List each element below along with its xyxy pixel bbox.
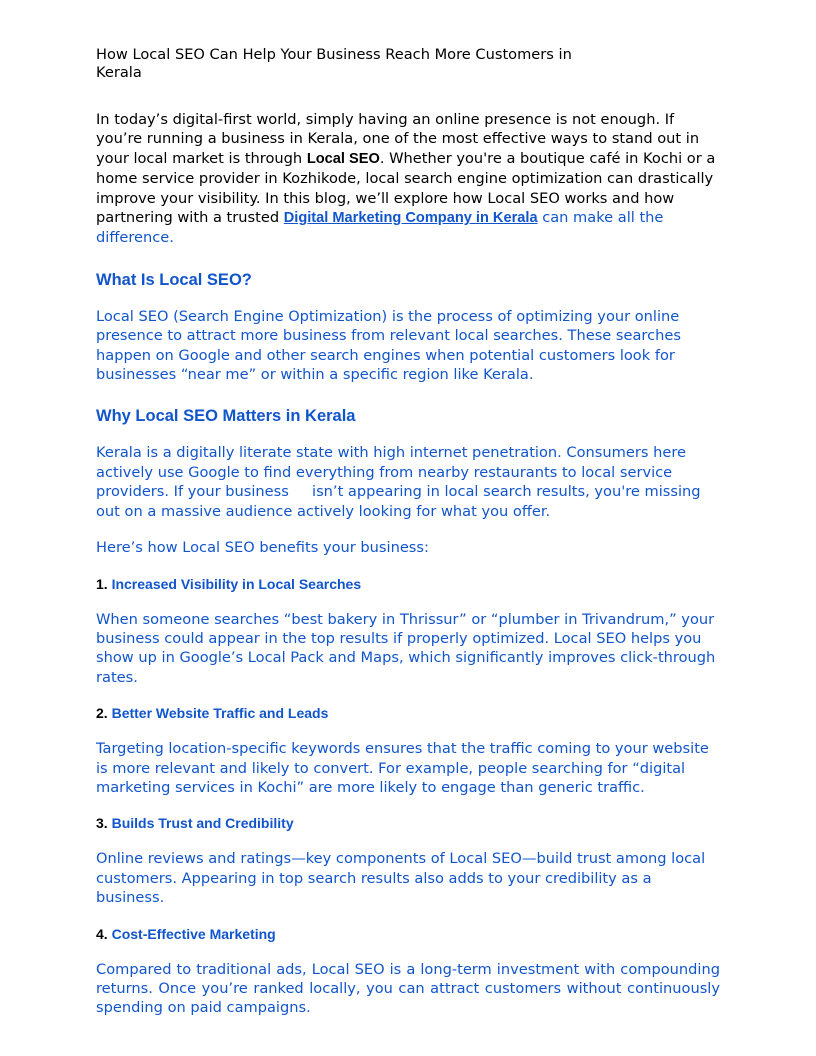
intro-bold-local-seo: Local SEO — [306, 150, 380, 167]
benefit-number: 3. — [96, 815, 108, 832]
digital-marketing-company-link[interactable]: Digital Marketing Company in Kerala — [283, 210, 538, 227]
intro-text-1: In today’s digital-first world, simply having an online presence is not enough. If you’re running a business in Kerala, one of the most effective ways to stand out in your local market is through — [96, 111, 700, 167]
benefit-body-3: Online reviews and ratings—key components of Local SEO—build trust among local customers. Appearing in top search results also adds to your credibility as a business. — [96, 850, 706, 907]
benefit-title: Builds Trust and Credibility — [111, 815, 294, 832]
benefit-heading-3 — [96, 814, 720, 832]
intro-text-2: . Whether you're a boutique café in Kochi or a home service provider in Kozhikode, local search engine optimization can drastically improve your visibility. In this blog, we’ll explore how Local SEO works and how partnering with a trusted — [96, 149, 716, 227]
heading-why-local-seo-matters: Why Local SEO Matters in Kerala — [96, 407, 356, 426]
benefit-title: Better Website Traffic and Leads — [111, 705, 329, 722]
benefit-heading-4 — [96, 925, 720, 943]
heading-what-is-local-seo: What Is Local SEO? — [96, 270, 252, 289]
document-body — [96, 46, 720, 1018]
benefit-body-4: Compared to traditional ads, Local SEO is a long-term investment with compounding returns. Once you’re ranked locally, you can attract customers without continuously spending on paid campaigns. — [96, 960, 720, 1017]
benefit-number: 4. — [96, 925, 108, 942]
benefit-number: 2. — [96, 705, 108, 722]
benefit-title: Increased Visibility in Local Searches — [111, 575, 362, 592]
document-title: How Local SEO Can Help Your Business Reach More Customers in Kerala — [96, 46, 572, 81]
paragraph-benefits-lead: Here’s how Local SEO benefits your business: — [96, 539, 429, 557]
benefit-body-2: Targeting location-specific keywords ensures that the traffic coming to your website is more relevant and likely to convert. For example, people searching for “digital marketing services in Kochi” are more likely to engage than generic traffic. — [96, 740, 709, 796]
benefit-heading-1 — [96, 575, 720, 593]
intro-paragraph — [96, 110, 720, 248]
paragraph-what-is-local-seo: Local SEO (Search Engine Optimization) is the process of optimizing your online presence to attract more business from relevant local searches. These searches happen on Google and other search engines when potential customers look for businesses “near me” or within a specific region like Kerala. — [96, 307, 681, 384]
benefit-title: Cost-Effective Marketing — [111, 925, 276, 942]
paragraph-why-local-seo-matters: Kerala is a digitally literate state with high internet penetration. Consumers here actively use Google to find everything from nearby restaurants to local service providers. If your business isn’t appearing in local search results, you're missing out on a massive audience actively looking for what you offer. — [96, 444, 706, 520]
benefit-heading-2 — [96, 704, 720, 722]
intro-text-3: can make all the difference. — [96, 209, 664, 247]
benefit-body-1: When someone searches “best bakery in Thrissur” or “plumber in Trivandrum,” your business could appear in the top results if properly optimized. Local SEO helps you show up in Google’s Local Pack and Maps, which significantly improves click-through rates. — [96, 610, 716, 686]
benefit-number: 1. — [96, 575, 108, 592]
